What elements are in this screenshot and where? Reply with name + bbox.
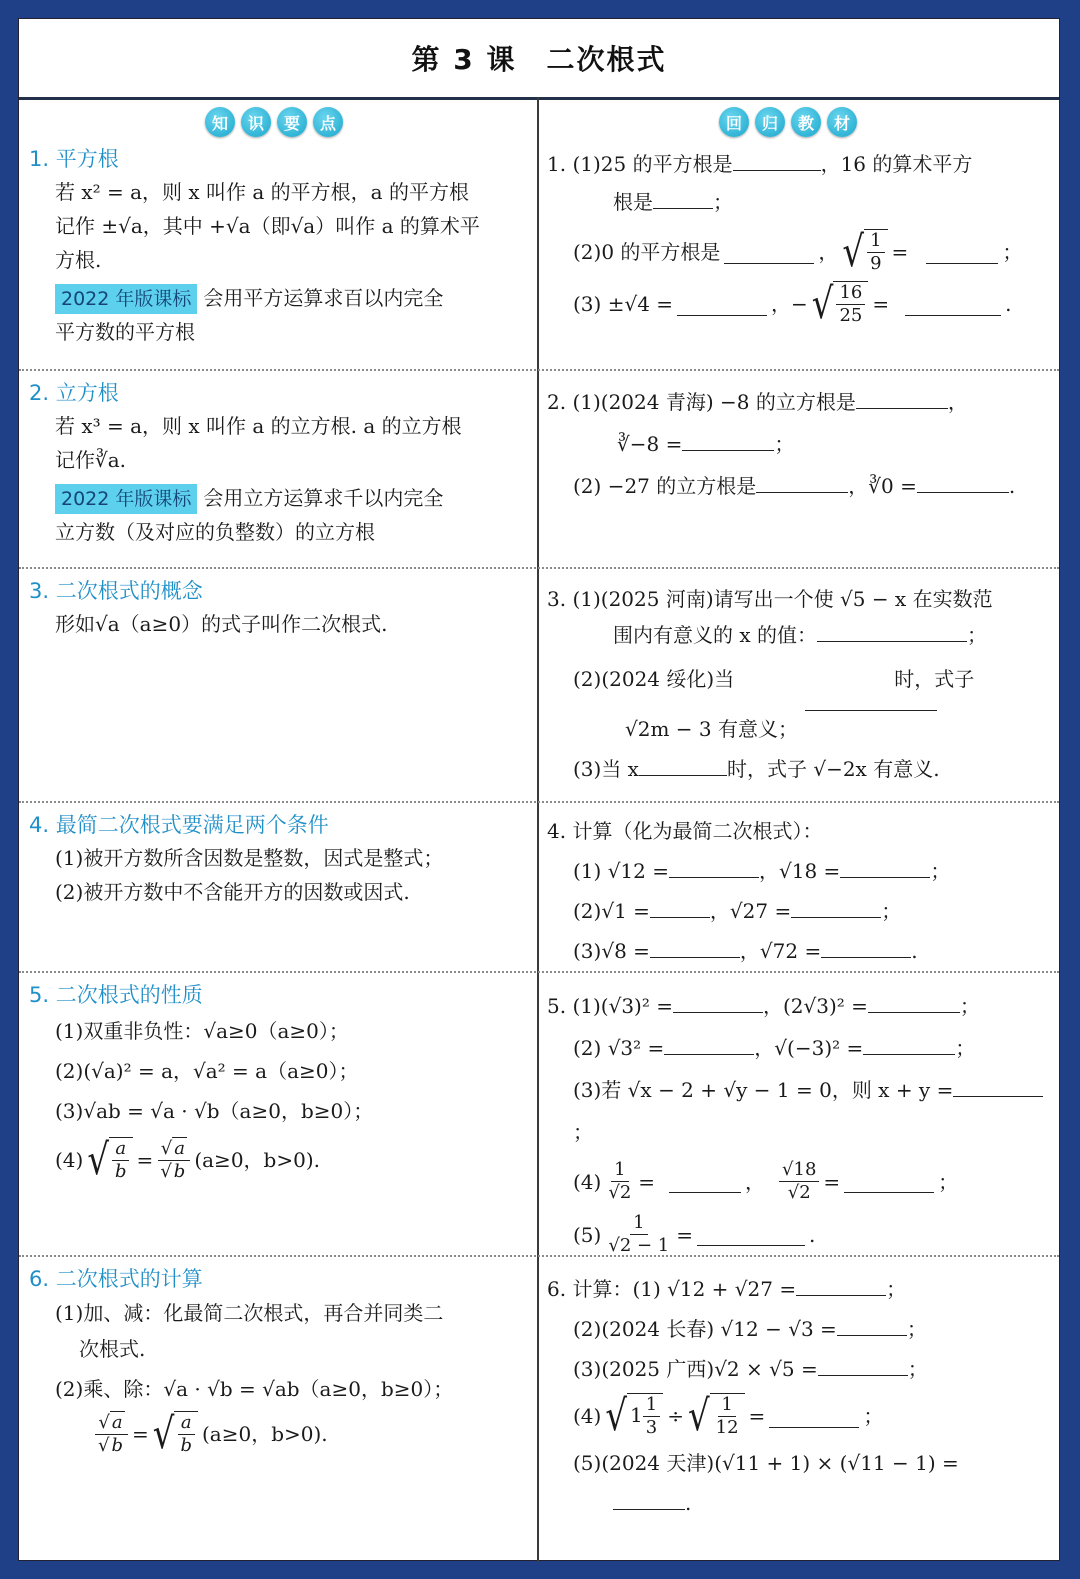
text-line: 根是 — [613, 190, 653, 214]
exercise-line — [547, 661, 1053, 697]
section-title: 4. 最简二次根式要满足两个条件 — [29, 813, 329, 837]
page-title: 第 3 课 二次根式 — [19, 19, 1059, 100]
answer-blank[interactable] — [673, 990, 763, 1013]
exercise-line — [547, 581, 1053, 617]
text-line: (2) −27 的立方根是 — [573, 474, 757, 498]
answer-blank[interactable] — [669, 855, 759, 878]
text-line: 1. (1)25 的平方根是 — [547, 152, 733, 176]
header-char: 要 — [277, 107, 307, 137]
text-line: 时，式子 √−2x 有意义. — [726, 757, 940, 781]
answer-blank[interactable] — [821, 935, 911, 958]
answer-blank[interactable] — [840, 855, 930, 878]
exercise-line — [547, 145, 1053, 183]
exercise-line: (5) $\frac{1}{√2 - 1}$ = . — [573, 1212, 816, 1256]
exercise-line: ∛−8 = ； — [547, 423, 1053, 465]
text-line: 平方数的平方根 — [55, 320, 195, 344]
exercise-line: (3)(2025 广西)√2 × √5 = ； — [547, 1349, 1053, 1389]
row-separator — [19, 567, 1059, 569]
row-separator — [19, 369, 1059, 371]
sqrt-fraction: √ $\frac{a}{b}$ — [87, 1137, 132, 1183]
exercise-line: 根是 ； — [547, 183, 1053, 221]
answer-blank[interactable] — [844, 1170, 934, 1193]
text-line: ∛−8 = — [617, 432, 683, 456]
exercise-line: 6. 计算：(1) √12 + √27 = ； — [547, 1269, 1053, 1309]
text-line: (1) √12 = — [573, 859, 669, 883]
answer-blank[interactable] — [856, 386, 948, 409]
answer-blank[interactable] — [818, 1353, 908, 1376]
answer-blank[interactable] — [650, 895, 710, 918]
text-line: (2)√1 = — [573, 899, 650, 923]
exercise-1 — [547, 145, 1053, 327]
exercise-line: 5. (1)(√3)² = ，(2√3)² = ； — [547, 985, 1053, 1027]
knowledge-section-5 — [29, 979, 529, 1183]
answer-blank[interactable] — [650, 935, 740, 958]
answer-blank[interactable] — [863, 1032, 955, 1055]
text-line: 会用平方运算求百以内完全 — [203, 286, 444, 310]
knowledge-section-6 — [29, 1263, 529, 1457]
exercise-line: (2)√1 = ，√27 = ； — [547, 891, 1053, 931]
text-line: (4) — [573, 1404, 602, 1428]
text-line: ∛0 = — [868, 474, 917, 498]
text-line: ，(2√3)² = — [762, 994, 868, 1018]
text-line: ，√72 = — [739, 939, 822, 963]
exercise-line: 围内有意义的 x 的值： ； — [547, 617, 1053, 653]
header-char: 教 — [791, 107, 821, 137]
section-title: 6. 二次根式的计算 — [29, 1267, 203, 1291]
header-char: 知 — [205, 107, 235, 137]
text-line: 立方数（及对应的负整数）的立方根 — [55, 520, 375, 544]
text-line: ，√(−3)² = — [754, 1036, 864, 1060]
answer-blank[interactable] — [664, 1032, 754, 1055]
answer-blank[interactable] — [724, 241, 814, 264]
text-line: (3)√8 = — [573, 939, 650, 963]
exercise-line: (3)√8 = ，√72 = . — [547, 931, 1053, 971]
text-line: (3)若 √x − 2 + √y − 1 = 0，则 x + y = — [573, 1078, 954, 1102]
exercise-line: (1) √12 = ，√18 = ； — [547, 851, 1053, 891]
text-line: 若 x³ = a，则 x 叫作 a 的立方根. a 的立方根 — [55, 414, 462, 438]
curriculum-tag: 2022 年版课标 — [55, 484, 197, 514]
text-line: 6. 计算：(1) √12 + √27 = — [547, 1277, 797, 1301]
text-line: 5. (1)(√3)² = — [547, 994, 673, 1018]
sqrt-fraction: √ $\frac{a}{b}$ — [153, 1411, 198, 1457]
exercise-line — [547, 811, 1053, 851]
section-title: 5. 二次根式的性质 — [29, 983, 203, 1007]
text-line: (2)0 的平方根是 — [573, 240, 721, 264]
answer-blank[interactable] — [677, 293, 767, 316]
exercise-line: (2)0 的平方根是 ， √ $\frac{1}{9}$ = ； — [573, 227, 1023, 277]
sqrt-fraction: √ $\frac{1}{12}$ — [688, 1393, 745, 1439]
text-line: (3)当 x — [573, 757, 639, 781]
answer-blank[interactable] — [837, 1313, 907, 1336]
exercise-line: (3)若 √x − 2 + √y − 1 = 0，则 x + y =； — [547, 1069, 1053, 1153]
column-divider — [537, 97, 539, 1562]
answer-blank[interactable] — [805, 698, 937, 711]
exercise-line — [547, 711, 1053, 747]
text-line: (3)(2025 广西)√2 × √5 = — [573, 1357, 818, 1381]
text-line: (2) √3² = — [573, 1036, 665, 1060]
curriculum-note — [29, 281, 529, 315]
answer-blank[interactable] — [817, 619, 967, 642]
answer-blank[interactable] — [926, 241, 998, 264]
fraction: $\frac{1}{√2 - 1}$ — [608, 1212, 670, 1256]
formula-line: (4) √ $\frac{a}{b}$ = $\frac{√ a}{√ b}$ (a≥0，b>0). — [55, 1135, 320, 1185]
section-title: 2. 立方根 — [29, 381, 119, 405]
exercise-line: 2. (1)(2024 青海) −8 的立方根是 ， — [547, 381, 1053, 423]
fraction: $\frac{√18}{√2}$ — [779, 1159, 819, 1204]
text-line: ，16 的算术平方 — [820, 152, 973, 176]
knowledge-section-3 — [29, 575, 529, 641]
exercise-4 — [547, 811, 1053, 971]
knowledge-section-4 — [29, 809, 529, 909]
fraction: $\frac{√ a}{√ b}$ — [157, 1138, 190, 1183]
sqrt-fraction: √ $\frac{16}{25}$ — [812, 281, 869, 327]
text-line: 时，式子 — [894, 667, 975, 691]
answer-blank[interactable] — [905, 293, 1001, 316]
exercise-line — [547, 1443, 1053, 1483]
exercise-line: (4) √ 1 $\frac{1}{3}$ ÷ √ $\frac{1}{12}$ = ； — [573, 1391, 884, 1441]
exercise-line — [547, 697, 1053, 711]
text-line: 记作 ±√a，其中 +√a（即√a）叫作 a 的算术平 — [55, 214, 480, 238]
fraction: $\frac{√ a}{√ b}$ — [95, 1412, 128, 1457]
answer-blank[interactable] — [613, 1487, 685, 1510]
text-line: (1)被开方数所含因数是整数，因式是整式； — [55, 846, 444, 870]
header-char: 归 — [755, 107, 785, 137]
text-line: (a≥0，b>0). — [201, 1422, 328, 1446]
answer-blank[interactable] — [697, 1223, 805, 1246]
sqrt-mixed-number: √ 1 $\frac{1}{3}$ — [605, 1393, 663, 1439]
worksheet — [18, 18, 1060, 1561]
text-line: 2. (1)(2024 青海) −8 的立方根是 — [547, 390, 856, 414]
text-line: 围内有意义的 x 的值： — [613, 623, 817, 647]
header-char: 回 — [719, 107, 749, 137]
exercise-5 — [547, 985, 1053, 1257]
exercise-line: . — [547, 1483, 1053, 1523]
text-line: 形如√a（a≥0）的式子叫作二次根式. — [55, 612, 388, 636]
text-line: √2m − 3 有意义； — [625, 717, 798, 741]
exercise-line: (2) −27 的立方根是 ，∛0 = . — [547, 465, 1053, 507]
text-line: (2)(2024 长春) √12 − √3 = — [573, 1317, 837, 1341]
text-line: (2)乘、除：√a · √b = √ab（a≥0，b≥0）； — [55, 1377, 454, 1401]
section-title: 3. 二次根式的概念 — [29, 579, 203, 603]
row-separator — [19, 801, 1059, 803]
text-line: (2)(2024 绥化)当 — [573, 667, 735, 691]
answer-blank[interactable] — [669, 1170, 741, 1193]
text-line: (2)被开方数中不含能开方的因数或因式. — [55, 880, 410, 904]
answer-blank[interactable] — [682, 428, 774, 451]
curriculum-tag: 2022 年版课标 — [55, 284, 197, 314]
text-line: (4) — [573, 1169, 602, 1194]
header-char: 识 — [241, 107, 271, 137]
answer-blank[interactable] — [653, 186, 713, 209]
knowledge-section-2 — [29, 377, 529, 549]
answer-blank[interactable] — [769, 1405, 859, 1428]
text-line: ，√27 = — [709, 899, 792, 923]
header-char: 点 — [313, 107, 343, 137]
answer-blank[interactable] — [639, 753, 727, 776]
text-line: (1)双重非负性：√a≥0（a≥0）； — [55, 1019, 349, 1043]
exercise-2 — [547, 381, 1053, 507]
text-line: 3. (1)(2025 河南)请写出一个使 √5 − x 在实数范 — [547, 587, 993, 611]
exercise-line — [547, 751, 1053, 787]
text-line: 4. 计算（化为最简二次根式）： — [547, 819, 823, 843]
text-line: ，− — [771, 292, 808, 316]
exercise-line: (3) ±√4 = ，− √ $\frac{16}{25}$ = . — [573, 279, 1012, 329]
curriculum-note — [29, 481, 529, 515]
text-line: 记作∛a. — [55, 448, 127, 472]
text-line: (5)(2024 天津)(√11 + 1) × (√11 − 1) = — [573, 1451, 959, 1475]
exercise-line: (2)(2024 长春) √12 − √3 = ； — [547, 1309, 1053, 1349]
answer-blank[interactable] — [868, 990, 960, 1013]
text-line: (5) — [573, 1222, 602, 1247]
answer-blank[interactable] — [796, 1273, 886, 1296]
exercise-line: (4) $\frac{1}{√2}$ = ， $\frac{√18}{√2}$ = ； — [573, 1159, 959, 1203]
answer-blank[interactable] — [756, 470, 848, 493]
answer-blank[interactable] — [733, 148, 821, 171]
text-line: (4) — [55, 1148, 84, 1172]
answer-blank[interactable] — [953, 1074, 1043, 1097]
text-line: 会用立方运算求千以内完全 — [203, 486, 444, 510]
text-line: 若 x² = a，则 x 叫作 a 的平方根，a 的平方根 — [55, 180, 469, 204]
text-line: (1)加、减：化最简二次根式，再合并同类二 — [55, 1301, 444, 1325]
formula-line: $\frac{√ a}{√ b}$ = √ $\frac{a}{b}$ (a≥0，b>0). — [29, 1411, 529, 1457]
sqrt-fraction: √ $\frac{1}{9}$ — [842, 229, 887, 275]
row-separator — [19, 971, 1059, 973]
text-line: (3) ±√4 = — [573, 292, 674, 316]
answer-blank[interactable] — [917, 470, 1009, 493]
header-char: 材 — [827, 107, 857, 137]
section-title: 1. 平方根 — [29, 147, 119, 171]
fraction: $\frac{1}{√2}$ — [608, 1159, 632, 1203]
exercise-3 — [547, 581, 1053, 787]
text-line: ，√18 = — [759, 859, 841, 883]
answer-blank[interactable] — [791, 895, 881, 918]
exercise-line: (2) √3² = ，√(−3)² = ； — [547, 1027, 1053, 1069]
text-line: 方根. — [55, 248, 102, 272]
text-line: (a≥0，b>0). — [194, 1148, 320, 1172]
exercise-6 — [547, 1269, 1053, 1523]
text-line: (2)(√a)² = a，√a² = a（a≥0）； — [55, 1059, 359, 1083]
text-line: (3)√ab = √a · √b（a≥0，b≥0）； — [55, 1099, 374, 1123]
knowledge-section-1 — [29, 143, 529, 349]
knowledge-points-header — [205, 107, 343, 137]
text-line: 次根式. — [79, 1337, 146, 1361]
textbook-review-header — [719, 107, 857, 137]
